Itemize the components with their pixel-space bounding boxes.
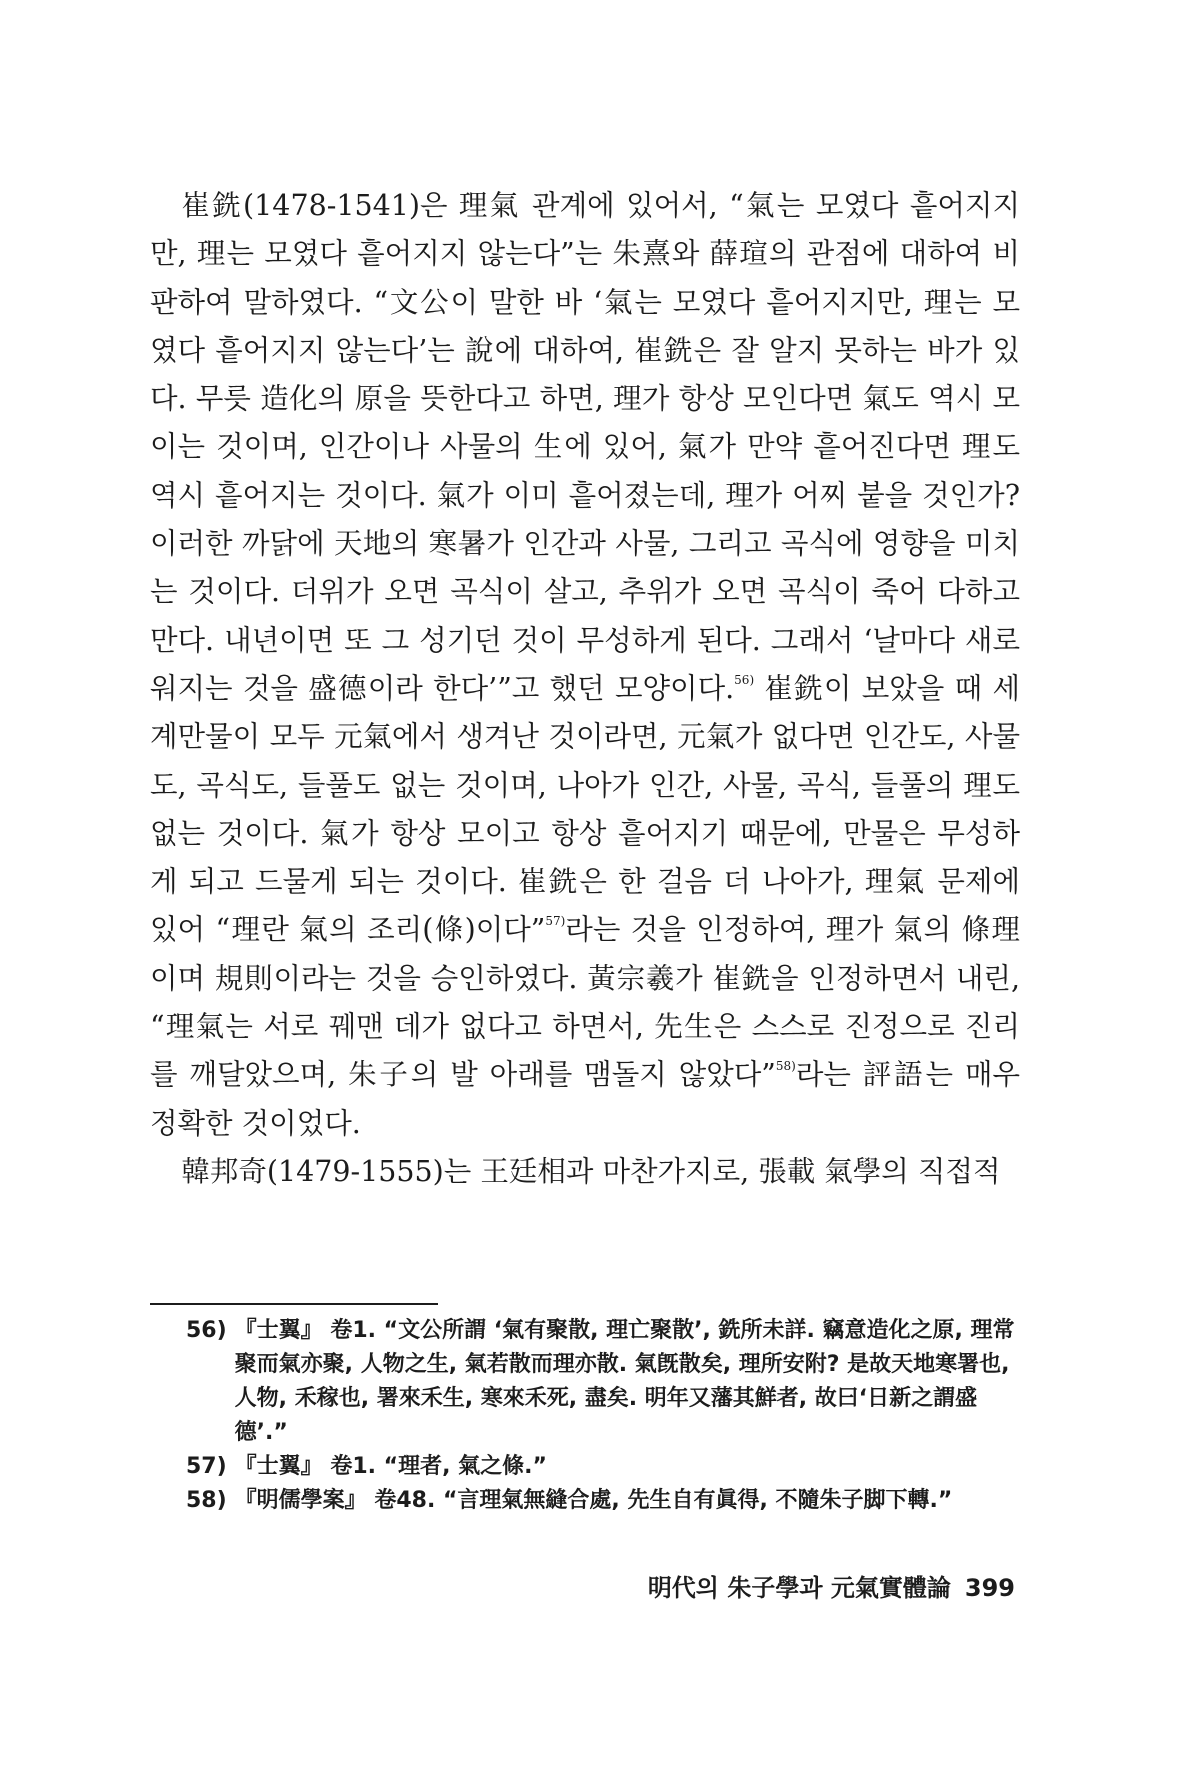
footnote-text: 『明儒學案』 卷48. “言理氣無縫合處, 先生自有眞得, 不隨朱子脚下轉.” (234, 1488, 953, 1513)
footnote-text: 『士翼』 卷1. “理者, 氣之條.” (234, 1454, 547, 1479)
footnotes (186, 1314, 1020, 1518)
footnote-ref-56[interactable]: 56) (734, 672, 755, 687)
footnote-57 (186, 1450, 1020, 1484)
footnote-56 (186, 1314, 1020, 1450)
body-text (150, 182, 1020, 1196)
footnote-number: 57) (186, 1454, 227, 1479)
footnote-divider (150, 1303, 438, 1305)
footnote-number: 56) (186, 1318, 227, 1343)
footnote-text: 『士翼』 卷1. “文公所謂 ‘氣有聚散, 理亡聚散’, 銑所未詳. 竊意造化之原, 理常聚而氣亦聚, 人物之生, 氣若散而理亦散. 氣旣散矣, 理所安附? 是故天地寒署也, 人物, 禾稼也, 署來禾生, 寒來禾死, 盡矣. 明年又藩其鮮者, 故曰‘日新之謂盛德’.” (234, 1318, 1015, 1445)
page-number: 399 (964, 1574, 1015, 1602)
running-footer (648, 1568, 1015, 1603)
footnote-number: 58) (186, 1488, 227, 1513)
footnote-ref-58[interactable]: 58) (775, 1059, 796, 1074)
footnote-58 (186, 1484, 1020, 1518)
paragraph-han-bangqi: 韓邦奇(1479-1555)는 王廷相과 마찬가지로, 張載 氣學의 직접적 (181, 1154, 1001, 1188)
paragraph-choi-xian: 崔銑(1478-1541)은 理氣 관계에 있어서, “氣는 모였다 흩어지지만, 理는 모였다 흩어지지 않는다”는 朱熹와 薛瑄의 관점에 대하여 비판하여 말하였다. “文公이 말한 바 ‘氣는 모였다 흩어지지만, 理는 모였다 흩어지지 않는다’는 說에 대하여, 崔銑은 잘 알지 못하는 바가 있다. 무릇 造化의 原을 뜻한다고 하면, 理가 항상 모인다면 氣도 역시 모이는 것이며, 인간이나 사물의 生에 있어, 氣가 만약 흩어진다면 理도 역시 흩어지는 것이다. 氣가 이미 흩어졌는데, 理가 어찌 붙을 것인가? 이러한 까닭에 天地의 寒暑가 인간과 사물, 그리고 곡식에 영향을 미치는 것이다. 더위가 오면 곡식이 살고, 추위가 오면 곡식이 죽어 다하고 만다. 내년이면 또 그 성기던 것이 무성하게 된다. 그래서 ‘날마다 새로워지는 것을 盛德이라 한다’”고 했던 모양이다.$^{56)}$ 崔銑이 보았을 때 세계만물이 모두 元氣에서 생겨난 것이라면, 元氣가 없다면 인간도, 사물도, 곡식도, 들풀도 없는 것이며, 나아가 인간, 사물, 곡식, 들풀의 理도 없는 것이다. 氣가 항상 모이고 항상 흩어지기 때문에, 만물은 무성하게 되고 드물게 되는 것이다. 崔銑은 한 걸음 더 나아가, 理氣 문제에 있어 “理란 氣의 조리(條)이다”$^{57)}$라는 것을 인정하여, 理가 氣의 條理이며 規則이라는 것을 승인하였다. 黃宗羲가 崔銑을 인정하면서 내린, “理氣는 서로 꿰맨 데가 없다고 하면서, 先生은 스스로 진정으로 진리를 깨달았으며, 朱子의 발 아래를 맴돌지 않았다”$^{58)}$라는 評語는 매우 정확한 것이었다. (150, 189, 1021, 1140)
running-title: 明代의 朱子學과 元氣實體論 (647, 1574, 951, 1602)
footnote-ref-57[interactable]: 57) (545, 914, 566, 929)
